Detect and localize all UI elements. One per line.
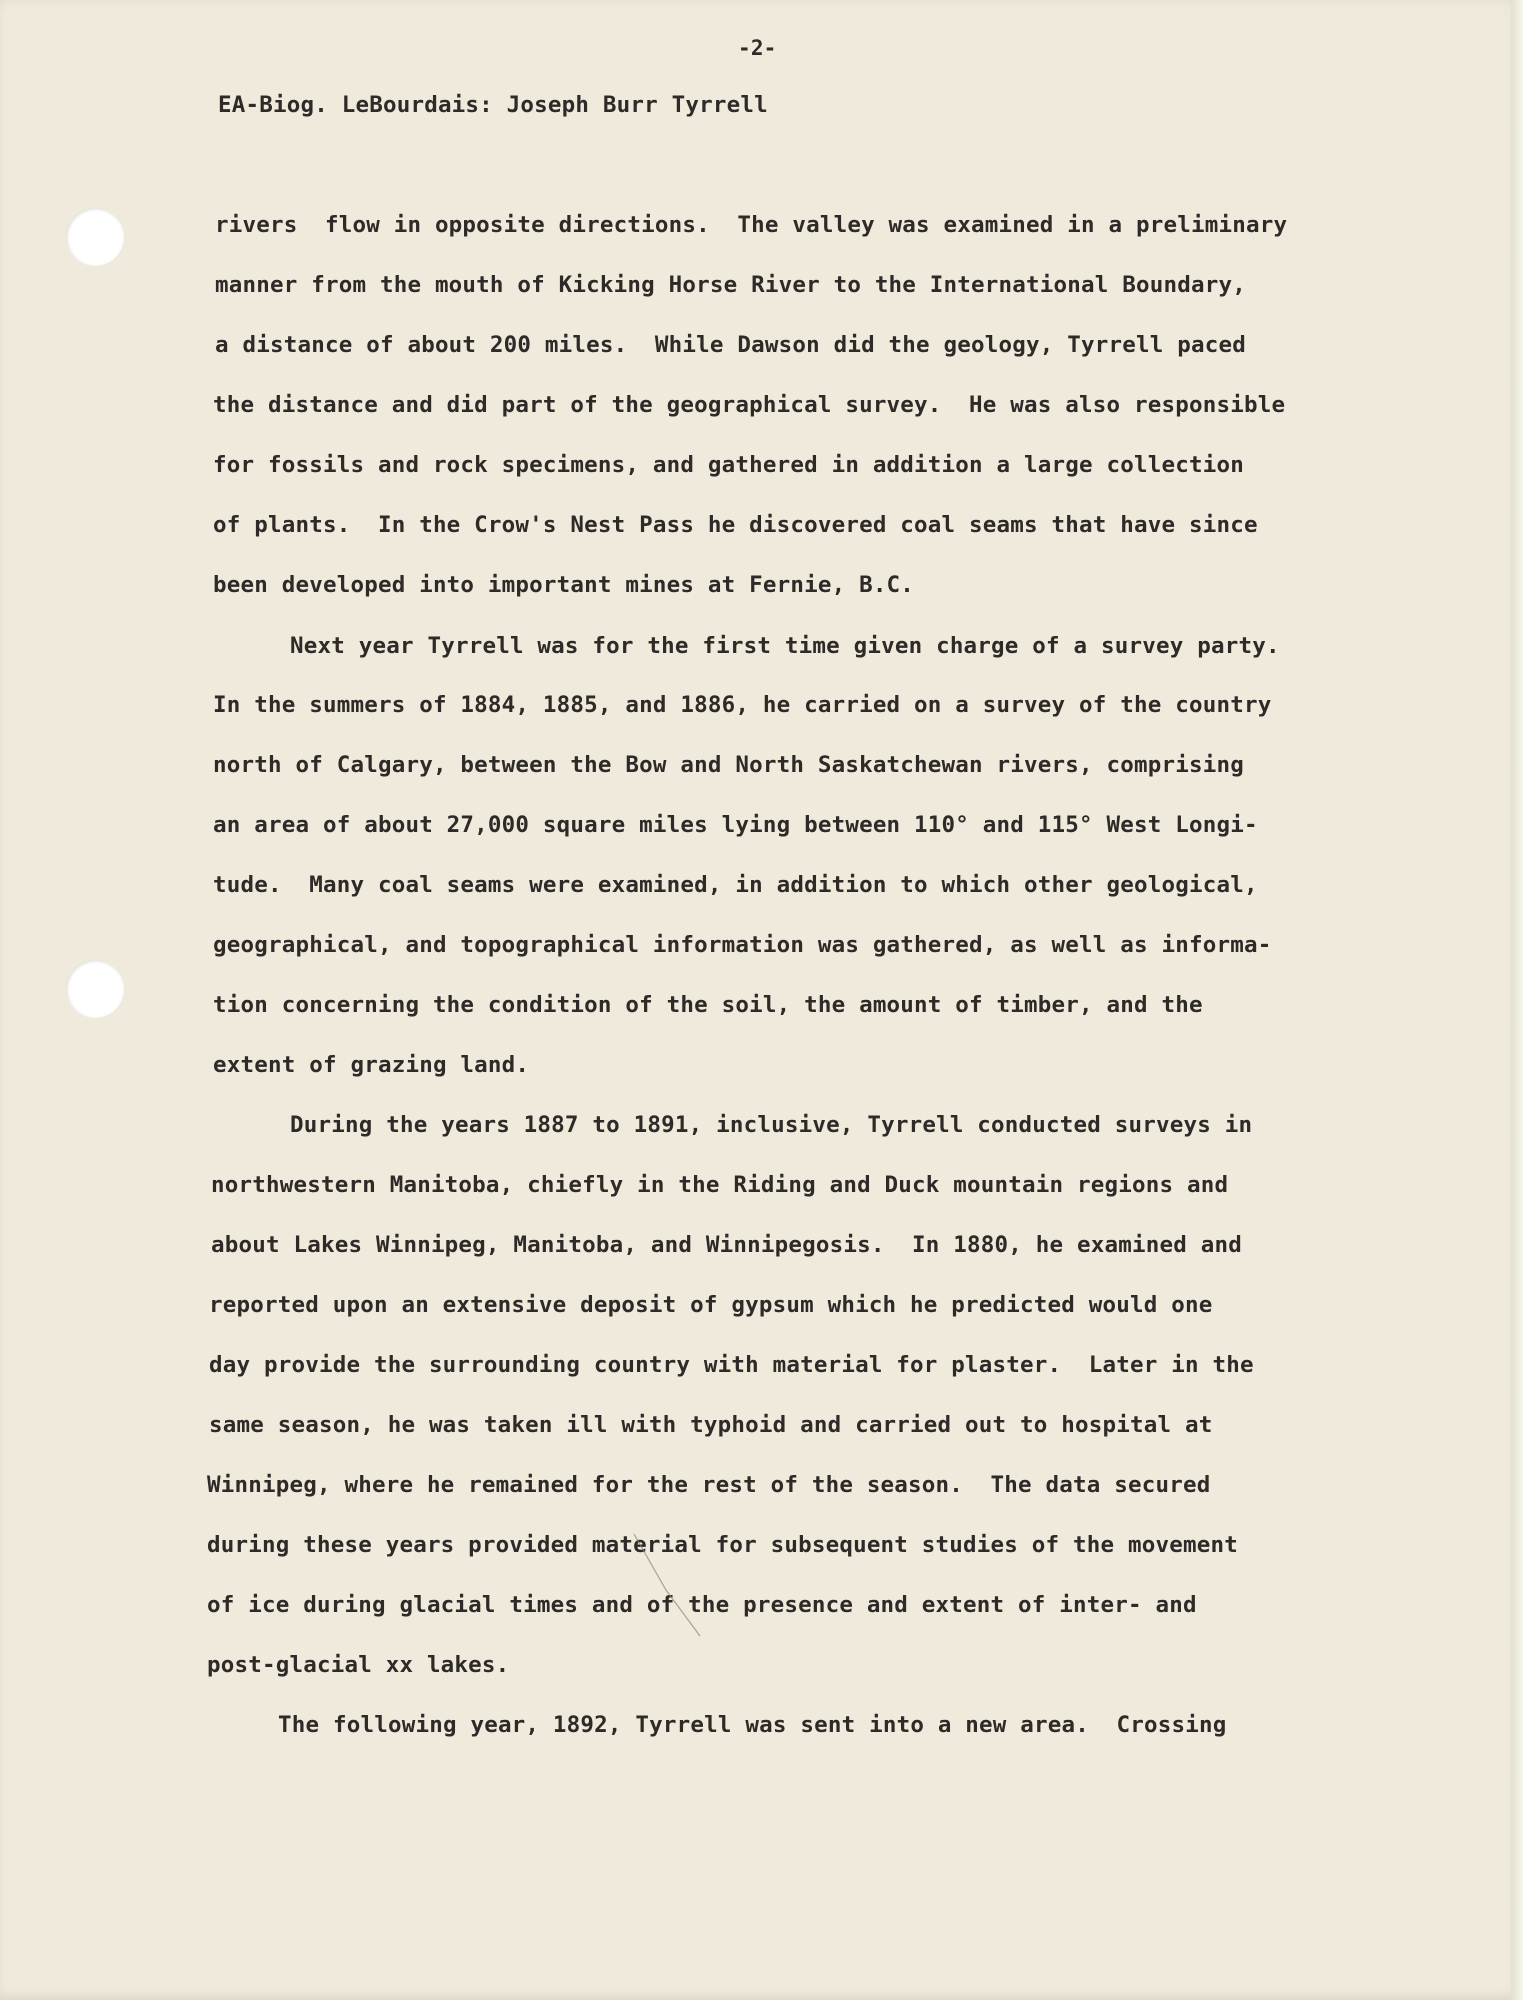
text-line: about Lakes Winnipeg, Manitoba, and Winnipegosis. In 1880, he examined and	[211, 1232, 1242, 1258]
punch-hole	[66, 208, 124, 266]
page-number: -2-	[738, 36, 777, 60]
paper-edge	[1511, 0, 1523, 2000]
text-line: post-glacial xx lakes.	[207, 1652, 510, 1678]
text-line: tion concerning the condition of the soil, the amount of timber, and the	[213, 992, 1203, 1018]
text-line: north of Calgary, between the Bow and North Saskatchewan rivers, comprising	[213, 752, 1244, 778]
text-line: In the summers of 1884, 1885, and 1886, he carried on a survey of the country	[213, 692, 1272, 718]
text-line: same season, he was taken ill with typhoid and carried out to hospital at	[209, 1412, 1213, 1438]
text-line: manner from the mouth of Kicking Horse River to the International Boundary,	[215, 272, 1246, 298]
text-line: during these years provided material for subsequent studies of the movement	[207, 1532, 1238, 1558]
punch-hole	[66, 960, 124, 1018]
text-line: the distance and did part of the geographical survey. He was also responsible	[213, 392, 1286, 418]
text-line: Winnipeg, where he remained for the rest of the season. The data secured	[207, 1472, 1211, 1498]
text-line: During the years 1887 to 1891, inclusive, Tyrrell conducted surveys in	[290, 1112, 1253, 1138]
text-line: been developed into important mines at Fernie, B.C.	[213, 572, 915, 598]
text-line: a distance of about 200 miles. While Dawson did the geology, Tyrrell paced	[215, 332, 1246, 358]
pencil-mark	[632, 1530, 702, 1640]
text-line: extent of grazing land.	[213, 1052, 530, 1078]
text-line: for fossils and rock specimens, and gathered in addition a large collection	[213, 452, 1244, 478]
text-line: of ice during glacial times and of the presence and extent of inter- and	[207, 1592, 1197, 1618]
text-line: an area of about 27,000 square miles lying between 110° and 115° West Longi-	[213, 812, 1258, 838]
text-line: Next year Tyrrell was for the first time given charge of a survey party.	[290, 633, 1280, 659]
text-line: rivers flow in opposite directions. The valley was examined in a preliminary	[215, 212, 1288, 238]
document-header: EA-Biog. LeBourdais: Joseph Burr Tyrrell	[218, 92, 768, 118]
text-line: northwestern Manitoba, chiefly in the Riding and Duck mountain regions and	[211, 1172, 1229, 1198]
text-line: The following year, 1892, Tyrrell was sent into a new area. Crossing	[278, 1712, 1227, 1738]
text-line: reported upon an extensive deposit of gypsum which he predicted would one	[209, 1292, 1213, 1318]
text-line: day provide the surrounding country with material for plaster. Later in the	[209, 1352, 1254, 1378]
text-line: geographical, and topographical information was gathered, as well as informa-	[213, 932, 1272, 958]
text-line: of plants. In the Crow's Nest Pass he discovered coal seams that have since	[213, 512, 1258, 538]
text-line: tude. Many coal seams were examined, in addition to which other geological,	[213, 872, 1258, 898]
